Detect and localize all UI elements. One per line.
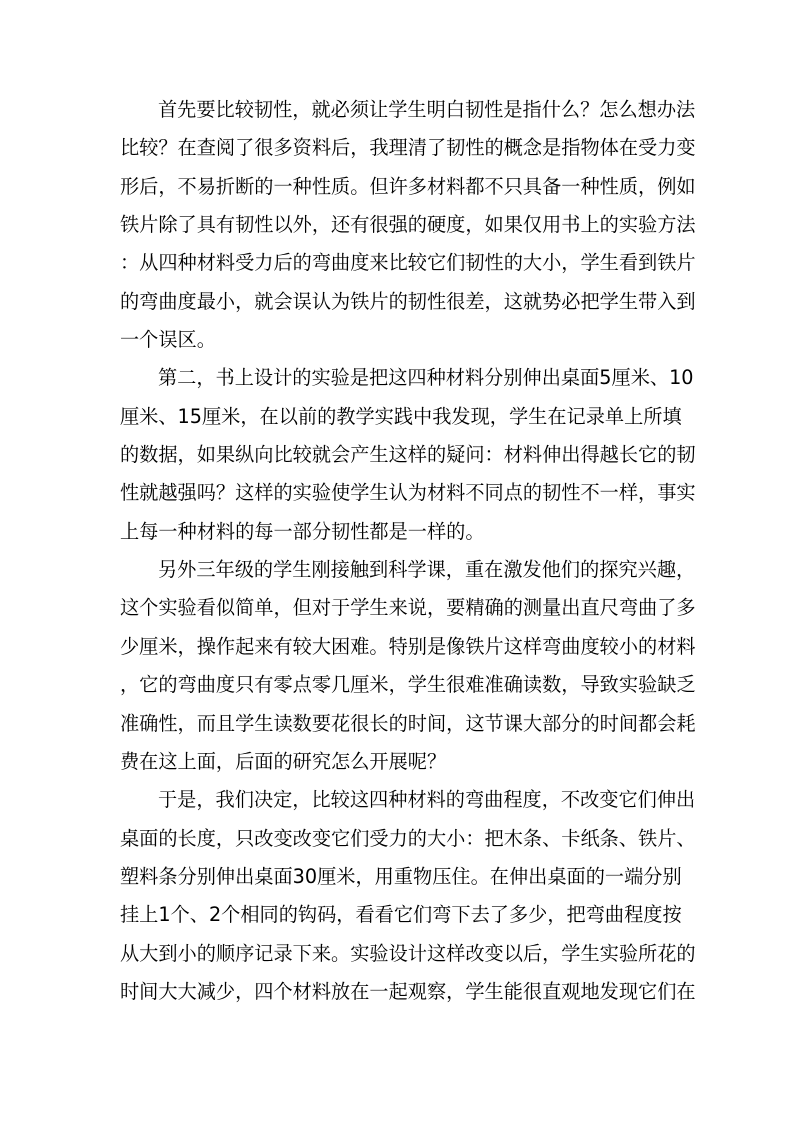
text-line: 形后，不易折断的一种性质。但许多材料都不只具备一种性质，例如 <box>120 174 696 198</box>
text-line: 从大到小的顺序记录下来。实验设计这样改变以后，学生实验所花的 <box>120 941 696 965</box>
text-line: 的数据，如果纵向比较就会产生这样的疑问：材料伸出得越长它的韧 <box>120 443 696 467</box>
text-line: 少厘米，操作起来有较大困难。特别是像铁片这样弯曲度较小的材料 <box>120 634 696 658</box>
text-line: ，它的弯曲度只有零点零几厘米，学生很难准确读数，导致实验缺乏 <box>120 673 696 697</box>
text-line: 挂上1个、2个相同的钩码，看看它们弯下去了多少，把弯曲程度按 <box>120 903 682 927</box>
text-line: 上每一种材料的每一部分韧性都是一样的。 <box>120 519 485 543</box>
text-line: 第二，书上设计的实验是把这四种材料分别伸出桌面5厘米、10 <box>158 366 694 390</box>
text-line: 的弯曲度最小，就会误认为铁片的韧性很差，这就势必把学生带入到 <box>120 289 696 313</box>
document-body <box>120 91 696 1011</box>
text-line: 桌面的长度，只改变改变它们受力的大小：把木条、卡纸条、铁片、 <box>120 826 696 850</box>
text-line: 于是，我们决定，比较这四种材料的弯曲程度，不改变它们伸出 <box>158 788 696 812</box>
text-line: 性就越强吗？这样的实验使学生认为材料不同点的韧性不一样，事实 <box>120 481 696 505</box>
text-line: 时间大大减少，四个材料放在一起观察，学生能很直观地发现它们在 <box>120 979 696 1003</box>
text-line: 铁片除了具有韧性以外，还有很强的硬度，如果仅用书上的实验方法 <box>120 213 696 237</box>
text-line: 比较？在查阅了很多资料后，我理清了韧性的概念是指物体在受力变 <box>120 136 696 160</box>
text-line: ：从四种材料受力后的弯曲度来比较它们韧性的大小，学生看到铁片 <box>120 251 696 275</box>
text-line: 首先要比较韧性，就必须让学生明白韧性是指什么？怎么想办法 <box>158 98 696 121</box>
text-line: 一个误区。 <box>120 328 216 352</box>
text-line: 另外三年级的学生刚接触到科学课，重在激发他们的探究兴趣， <box>158 558 696 582</box>
text-line: 塑料条分别伸出桌面30厘米，用重物压住。在伸出桌面的一端分别 <box>120 864 682 888</box>
text-line: 准确性，而且学生读数要花很长的时间，这节课大部分的时间都会耗 <box>120 711 696 735</box>
text-line: 厘米、15厘米，在以前的教学实践中我发现，学生在记录单上所填 <box>120 404 682 428</box>
text-line: 费在这上面，后面的研究怎么开展呢？ <box>120 749 447 773</box>
text-line: 这个实验看似简单，但对于学生来说，要精确的测量出直尺弯曲了多 <box>120 596 696 620</box>
